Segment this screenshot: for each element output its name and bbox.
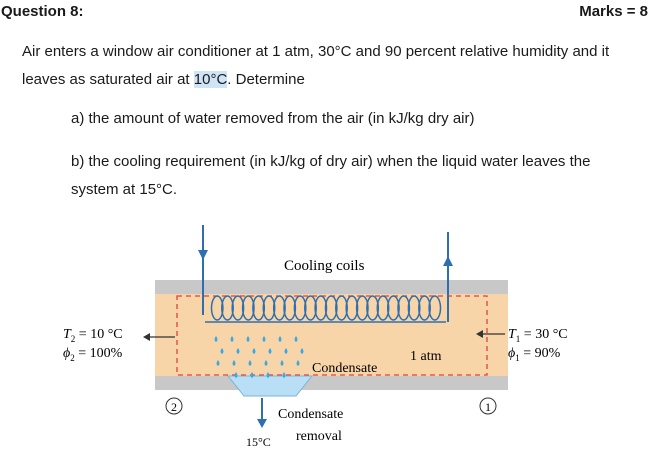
exit-phi-value: = 100% (74, 346, 123, 361)
duct-bottom-wall (155, 376, 508, 390)
exit-air-arrow (143, 333, 150, 341)
exit-humidity (63, 346, 123, 363)
state-1-label: 1 (485, 400, 491, 414)
exit-temp-value: = 10 °C (75, 327, 123, 342)
cooling-coils-label: Cooling coils (284, 258, 365, 274)
state-2-label: 2 (171, 400, 177, 414)
coil-inlet-arrow (198, 250, 208, 260)
question-title: Question 8: (1, 3, 84, 20)
inlet-humidity (508, 346, 561, 363)
marks-label: Marks = 8 (579, 3, 648, 20)
inlet-phi-value: = 90% (519, 346, 561, 361)
exit-temperature (63, 327, 123, 344)
inlet-temperature (508, 327, 568, 344)
intro-text-part1: Air enters a window air conditioner at 1 atm, 30°C and 90 percent relative humidity and it leaves as saturated air at (22, 43, 610, 88)
duct-top-wall (155, 280, 508, 294)
intro-text-part2: . Determine (227, 71, 305, 88)
exit-temp-subscript: 2 (70, 334, 76, 344)
exit-temp-symbol: T (63, 327, 71, 342)
intro-highlight: 10°C (193, 71, 228, 88)
exit-phi-symbol: ϕ (63, 346, 71, 361)
inlet-phi-subscript: 1 (515, 353, 520, 363)
inlet-temp-subscript: 1 (515, 334, 521, 344)
condensate-drain-arrow (257, 419, 267, 428)
condensate-removal-line1: Condensate (278, 407, 344, 422)
inlet-temp-symbol: T (508, 327, 516, 342)
condensate-temperature: 15°C (246, 435, 271, 449)
condensate-label: Condensate (312, 361, 378, 376)
condensate-tray (228, 376, 312, 396)
coil-outlet-arrow (443, 256, 453, 266)
exit-phi-subscript: 2 (70, 353, 75, 363)
subquestion-b: b) the cooling requirement (in kJ/kg of dry air) when the liquid water leaves the system at 15°C. (71, 153, 591, 198)
inlet-temp-value: = 30 °C (520, 327, 568, 342)
condensate-removal-line2: removal (296, 429, 342, 444)
inlet-phi-symbol: ϕ (508, 346, 516, 361)
subquestion-a: a) the amount of water removed from the air (in kJ/kg dry air) (71, 110, 475, 127)
pressure-label: 1 atm (410, 349, 442, 364)
